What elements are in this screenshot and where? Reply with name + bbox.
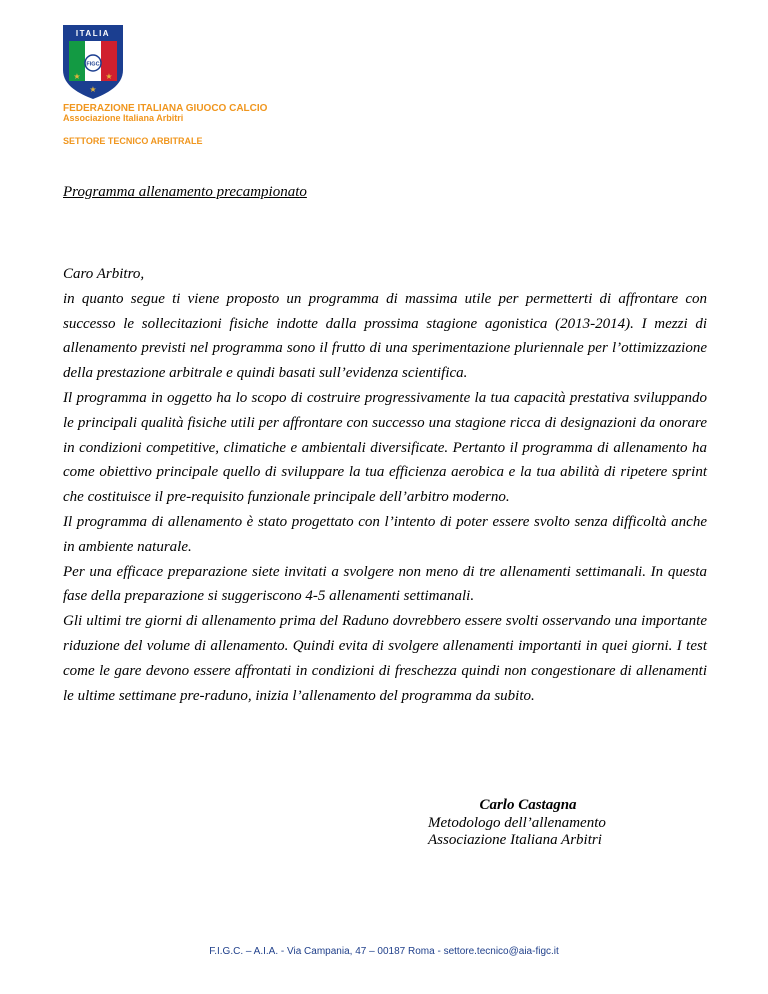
federation-name: FEDERAZIONE ITALIANA GIUOCO CALCIO [63, 103, 268, 114]
paragraph: Per una efficace preparazione siete invitati a svolgere non meno di tre allenamenti settimanali. In questa fase della preparazione si suggeriscono 4-5 allenamenti settimanali. [63, 563, 707, 605]
signatory-name: Carlo Castagna [479, 797, 577, 813]
logo-star-icon: ★ [105, 72, 113, 81]
paragraph: Gli ultimi tre giorni di allenamento prima del Raduno dovrebbero essere svolti osservando una importante riduzione del volume di allenamento. Quindi evita di svolgere allenamenti importanti in quei giorni. I test come le gare devono essere affrontati in condizioni di freschezza quindi non congestionare di allenamenti le ultime settimane pre-raduno, inizia l’allenamento del programma da subito. [63, 613, 707, 704]
logo-star-icon: ★ [89, 85, 97, 94]
logo-badge-text: FIGC [86, 61, 100, 68]
association-name: Associazione Italiana Arbitri [63, 113, 184, 123]
page-footer: F.I.G.C. – A.I.A. - Via Campania, 47 – 00187 Roma - settore.tecnico@aia-figc.it [209, 946, 559, 957]
paragraph: Il programma in oggetto ha lo scopo di costruire progressivamente la tua capacità prestativa sviluppando le principali qualità fisiche utili per affrontare con successo una stagione ricca di designazioni da onorare in condizioni competitive, climatiche e ambientali diversificate. Pertanto il programma di allenamento ha come obiettivo principale quello di sviluppare la tua efficienza aerobica e la tua abilità di ripetere sprint che costituisce il pre-requisito funzionale principale dell’arbitro moderno. [63, 389, 707, 506]
signatory-role: Metodologo dell’allenamento [428, 814, 606, 831]
logo-country-label: ITALIA [75, 29, 111, 38]
signature-block [428, 797, 628, 850]
paragraph: in quanto segue ti viene proposto un programma di massima utile per permetterti di affrontare con successo le sollecitazioni fisiche indotte dalla prossima stagione agonistica (2013-2014). I mezzi di allenamento previsti nel programma sono il frutto di una sperimentazione pluriennale per l’ottimizzazione della prestazione arbitrale e quindi basati sull’evidenza scientifica. [63, 290, 707, 382]
figc-logo [62, 24, 124, 100]
signatory-organization: Associazione Italiana Arbitri [428, 832, 602, 848]
paragraph: Il programma di allenamento è stato progettato con l’intento di poter essere svolto senza difficoltà anche in ambiente naturale. [63, 513, 707, 555]
sector-name: SETTORE TECNICO ARBITRALE [63, 136, 203, 146]
document-title: Programma allenamento precampionato [63, 184, 307, 200]
letter-body [63, 262, 707, 708]
logo-star-icon: ★ [73, 72, 81, 81]
salutation: Caro Arbitro, [63, 266, 145, 282]
